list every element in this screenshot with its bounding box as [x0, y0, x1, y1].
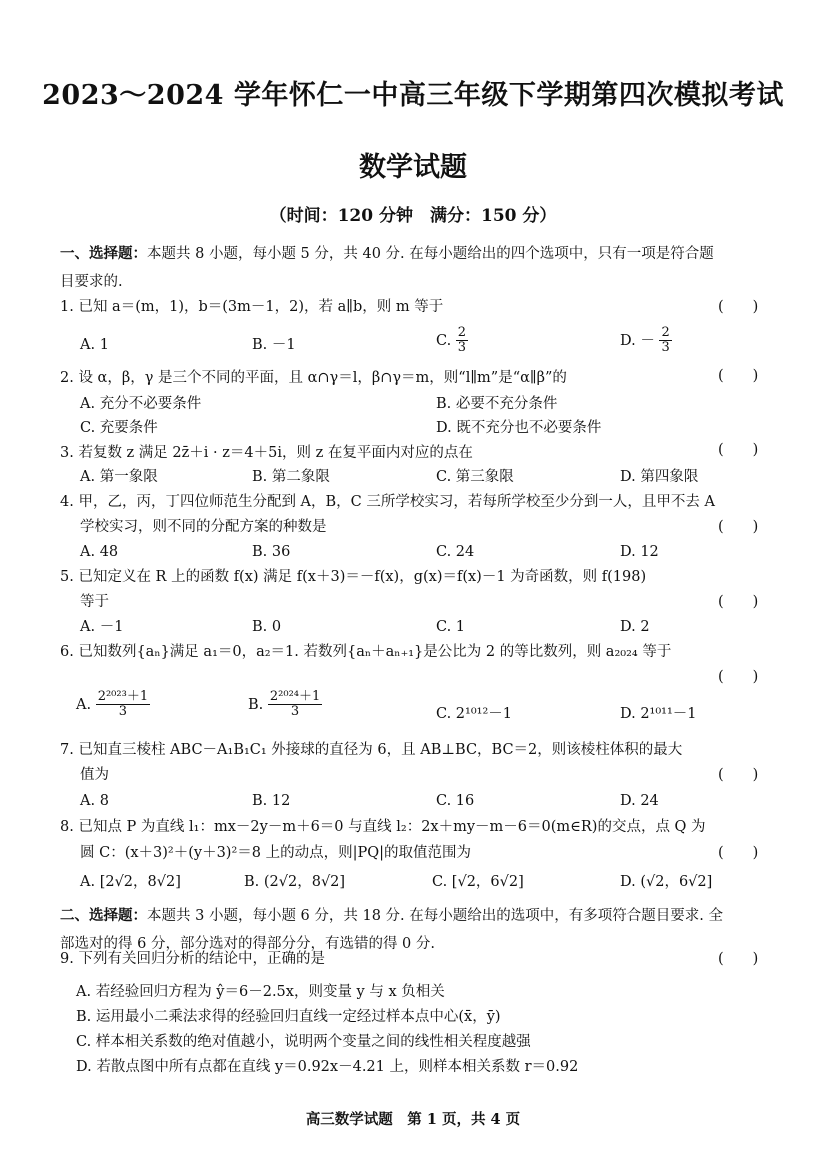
q3-option-a: A. 第一象限 — [80, 469, 158, 485]
q2-option-d: D. 既不充分也不必要条件 — [436, 420, 602, 436]
exam-subtitle: 数学试题 — [359, 152, 467, 183]
q5-answer-paren: ( ) — [718, 594, 759, 610]
q2-option-c: C. 充要条件 — [80, 420, 158, 436]
q8-stem-line2: 圆 C：(x＋3)²＋(y＋3)²＝8 上的动点，则|PQ|的取值范围为 — [80, 845, 472, 861]
q5-option-d: D. 2 — [620, 619, 650, 635]
time-info: （时间：120 分钟 满分：150 分） — [269, 206, 557, 226]
q2-answer-paren: ( ) — [718, 368, 759, 384]
q9-answer-paren: ( ) — [718, 951, 759, 967]
q9-option-b: B. 运用最小二乘法求得的经验回归直线一定经过样本点中心(x̄，ȳ) — [76, 1009, 501, 1025]
q3-option-c: C. 第三象限 — [436, 469, 514, 485]
q7-answer-paren: ( ) — [718, 767, 759, 783]
q5-stem-line2: 等于 — [80, 594, 109, 610]
q1-stem: 1. 已知 a＝(m，1)，b＝(3m－1，2)，若 a∥b，则 m 等于 — [60, 299, 444, 315]
q6-answer-paren: ( ) — [718, 669, 759, 685]
q4-stem-line2: 学校实习，则不同的分配方案的种数是 — [80, 519, 327, 535]
q4-answer-paren: ( ) — [718, 519, 759, 535]
q5-option-a: A. －1 — [80, 619, 124, 635]
section1-heading: 一、选择题： — [60, 245, 147, 262]
q8-option-a: A. [2√2，8√2] — [80, 874, 181, 890]
q7-option-b: B. 12 — [252, 793, 291, 809]
section2-intro-line1: 本题共 3 小题，每小题 6 分，共 18 分. 在每小题给出的选项中，有多项符合题目要求. 全 — [147, 908, 723, 924]
q8-answer-paren: ( ) — [718, 845, 759, 861]
q6-option-b: B. $\frac{\text{2²⁰²⁴＋1}}{3}$ — [248, 689, 321, 720]
q3-answer-paren: ( ) — [718, 442, 759, 458]
q9-option-d: D. 若散点图中所有点都在直线 y＝0.92x－4.21 上，则样本相关系数 r＝0.92 — [76, 1059, 579, 1075]
q9-stem: 9. 下列有关回归分析的结论中，正确的是 — [60, 951, 325, 967]
q3-option-d: D. 第四象限 — [620, 469, 699, 485]
q1-option-b: B. －1 — [252, 337, 296, 353]
q7-stem-line2: 值为 — [80, 767, 109, 783]
q1-option-d-fraction: $\frac{2}{3}$ — [661, 325, 670, 356]
section1-intro — [60, 240, 780, 296]
section2-intro-line2: 部选对的得 6 分，部分选对的得部分分，有选错的得 0 分. — [60, 936, 435, 952]
q9-option-c: C. 样本相关系数的绝对值越小，说明两个变量之间的线性相关程度越强 — [76, 1034, 531, 1050]
q4-option-a: A. 48 — [80, 544, 119, 560]
section2-heading: 二、选择题： — [60, 907, 147, 924]
q5-stem-line1: 5. 已知定义在 R 上的函数 f(x) 满足 f(x＋3)＝－f(x)，g(x)＝f(x)－1 为奇函数，则 f(198) — [60, 569, 647, 585]
section1-intro-line2: 目要求的. — [60, 274, 123, 290]
q8-option-b: B. (2√2，8√2] — [244, 874, 346, 890]
q7-stem-line1: 7. 已知直三棱柱 ABC－A₁B₁C₁ 外接球的直径为 6，且 AB⊥BC，BC＝2，则该棱柱体积的最大 — [60, 742, 683, 758]
q1-answer-paren: ( ) — [718, 299, 759, 315]
q6-option-a: A. $\frac{\text{2²⁰²³＋1}}{3}$ — [76, 689, 149, 720]
q6-stem: 6. 已知数列{aₙ}满足 a₁＝0，a₂＝1. 若数列{aₙ＋aₙ₊₁}是公比为 2 的等比数列，则 a₂₀₂₄ 等于 — [60, 644, 672, 660]
q5-option-c: C. 1 — [436, 619, 466, 635]
q9-option-a: A. 若经验回归方程为 ŷ＝6－2.5x，则变量 y 与 x 负相关 — [76, 984, 445, 1000]
q6-option-d: D. 2¹⁰¹¹－1 — [620, 706, 697, 722]
section1-intro-line1: 本题共 8 小题，每小题 5 分，共 40 分. 在每小题给出的四个选项中，只有一项是符合题 — [147, 246, 714, 262]
q3-option-b: B. 第二象限 — [252, 469, 330, 485]
q1-option-d: D. － $\frac{2}{3}$ — [620, 325, 670, 356]
q1-option-a: A. 1 — [80, 337, 109, 353]
q2-option-b: B. 必要不充分条件 — [436, 396, 558, 412]
q6-option-a-fraction: $\frac{\text{2²⁰²³＋1}}{3}$ — [97, 689, 149, 720]
q7-option-d: D. 24 — [620, 793, 659, 809]
q1-option-c-fraction: $\frac{2}{3}$ — [457, 325, 467, 356]
q1-option-c: C. $\frac{2}{3}$ — [436, 325, 467, 356]
q2-stem: 2. 设 α，β，γ 是三个不同的平面，且 α∩γ＝l，β∩γ＝m，则“l∥m”是“α∥β”的 — [60, 370, 567, 386]
q8-option-d: D. (√2，6√2] — [620, 874, 713, 890]
q8-option-c: C. [√2，6√2] — [432, 874, 524, 890]
page-footer: 高三数学试题 第 1 页，共 4 页 — [305, 1111, 521, 1128]
q7-option-c: C. 16 — [436, 793, 475, 809]
q4-option-d: D. 12 — [620, 544, 659, 560]
q6-option-c: C. 2¹⁰¹²－1 — [436, 706, 512, 722]
q4-option-c: C. 24 — [436, 544, 475, 560]
q2-option-a: A. 充分不必要条件 — [80, 396, 202, 412]
q5-option-b: B. 0 — [252, 619, 282, 635]
q4-option-b: B. 36 — [252, 544, 291, 560]
exam-title: 2023～2024 学年怀仁一中高三年级下学期第四次模拟考试 — [42, 80, 784, 111]
q3-stem: 3. 若复数 z 满足 2z̄＋i · z＝4＋5i，则 z 在复平面内对应的点在 — [60, 445, 473, 461]
q6-option-b-fraction: $\frac{\text{2²⁰²⁴＋1}}{3}$ — [269, 689, 321, 720]
q7-option-a: A. 8 — [80, 793, 109, 809]
q8-stem-line1: 8. 已知点 P 为直线 l₁：mx－2y－m＋6＝0 与直线 l₂：2x＋my－m－6＝0(m∈R)的交点，点 Q 为 — [60, 819, 706, 835]
q4-stem-line1: 4. 甲，乙，丙，丁四位师范生分配到 A，B，C 三所学校实习，若每所学校至少分到一人，且甲不去 A — [60, 494, 715, 510]
